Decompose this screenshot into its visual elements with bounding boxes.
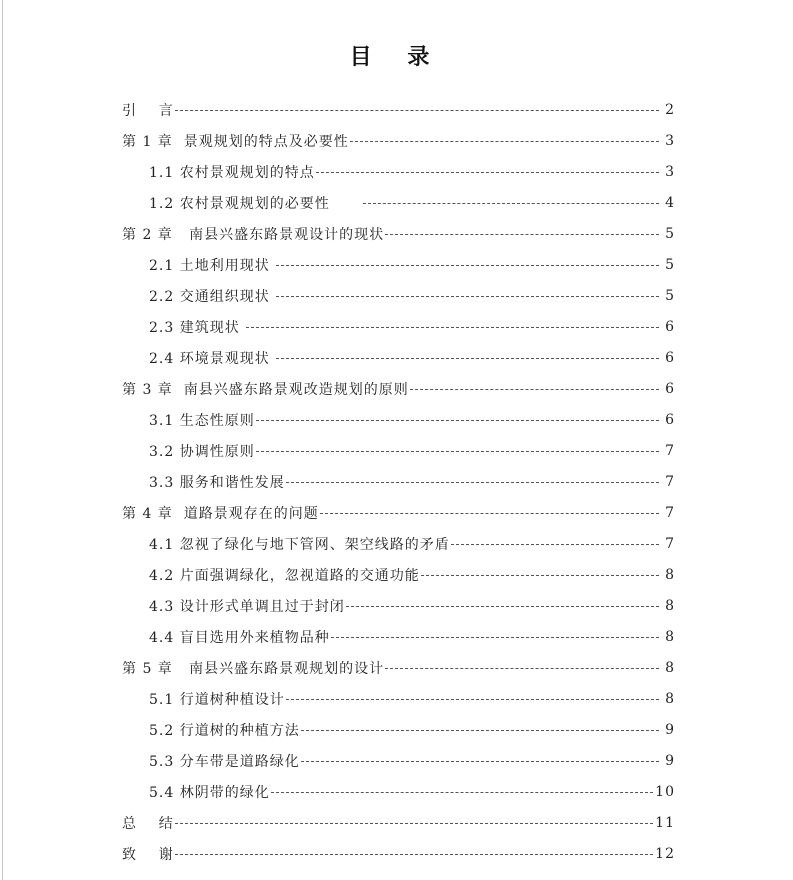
toc-entry-label: 1.1 农村景观规划的特点 [149,164,315,181]
toc-entry[interactable] [0,838,793,869]
toc-dot-leader [410,389,659,390]
toc-dot-leader [175,854,653,855]
toc-page-number: 10 [655,783,675,800]
toc-entry[interactable] [0,125,793,156]
toc-page-number: 8 [665,690,675,707]
toc-page-number: 3 [665,163,675,180]
toc-entry[interactable] [0,435,793,466]
toc-entry-label: 3.1 生态性原则 [149,412,255,429]
toc-entry-label: 4.1 忽视了绿化与地下管网、架空线路的矛盾 [149,536,450,553]
toc-entry-label: 3.3 服务和谐性发展 [149,474,285,491]
toc-entry-label: 第 2 章 南县兴盛东路景观设计的现状 [122,226,385,243]
toc-entry[interactable] [0,807,793,838]
toc-entry-label: 第 3 章 南县兴盛东路景观改造规划的原则 [122,381,409,398]
toc-page-number: 7 [665,504,675,521]
toc-entry[interactable] [0,714,793,745]
toc-entry-label: 5.4 林阴带的绿化 [149,784,270,801]
toc-entry-label: 致 谢 [122,846,174,863]
toc-entry[interactable] [0,311,793,342]
toc-page-number: 4 [665,194,675,211]
toc-entry[interactable] [0,559,793,590]
toc-dot-leader [256,451,659,452]
toc-entry[interactable] [0,497,793,528]
toc-entry[interactable] [0,404,793,435]
toc-page-number: 5 [665,287,675,304]
toc-dot-leader [363,203,659,204]
toc-entry-label: 2.4 环境景观现状 [149,350,276,367]
toc-page-number: 9 [665,721,675,738]
toc-page-number: 6 [665,380,675,397]
toc-page-number: 11 [655,814,675,831]
toc-entry[interactable] [0,373,793,404]
toc-entry[interactable] [0,94,793,125]
page-title: 目 录 [349,45,444,70]
toc-page-number: 2 [665,101,675,118]
toc-entry[interactable] [0,187,793,218]
toc-dot-leader [246,327,659,328]
toc-page-number: 5 [665,256,675,273]
toc-page-number: 8 [665,566,675,583]
toc-entry-label: 第 1 章 景观规划的特点及必要性 [122,133,349,150]
toc-dot-leader [301,730,659,731]
toc-entry[interactable] [0,528,793,559]
toc-page-number: 8 [665,597,675,614]
toc-entry-label: 第 5 章 南县兴盛东路景观规划的设计 [122,660,385,677]
toc-dot-leader [320,513,659,514]
toc-page-number: 5 [665,225,675,242]
toc-entry-label: 总 结 [122,815,174,832]
toc-entry[interactable] [0,249,793,280]
toc-dot-leader [271,792,653,793]
toc-dot-leader [276,265,659,266]
toc-entry[interactable] [0,280,793,311]
toc-entry[interactable] [0,776,793,807]
toc-dot-leader [286,699,659,700]
toc-dot-leader [316,172,659,173]
toc-dot-leader [350,141,659,142]
table-of-contents [0,94,793,869]
toc-page-number: 7 [665,442,675,459]
toc-entry-label: 引 言 [122,102,174,119]
toc-page-number: 9 [665,752,675,769]
toc-entry-label: 1.2 农村景观规划的必要性 [149,195,363,212]
toc-entry[interactable] [0,652,793,683]
toc-dot-leader [276,358,659,359]
toc-page-number: 6 [665,411,675,428]
toc-entry-label: 2.2 交通组织现状 [149,288,276,305]
toc-dot-leader [286,482,659,483]
toc-entry[interactable] [0,683,793,714]
toc-page-number: 12 [655,845,675,862]
toc-dot-leader [331,637,659,638]
toc-page-number: 8 [665,659,675,676]
toc-dot-leader [421,575,659,576]
toc-entry-label: 2.1 土地利用现状 [149,257,276,274]
toc-entry[interactable] [0,218,793,249]
toc-page-number: 3 [665,132,675,149]
toc-entry-label: 4.4 盲目选用外来植物品种 [149,629,330,646]
toc-entry-label: 2.3 建筑现状 [149,319,246,336]
toc-entry[interactable] [0,466,793,497]
toc-entry-label: 4.3 设计形式单调且过于封闭 [149,598,345,615]
toc-entry-label: 3.2 协调性原则 [149,443,255,460]
toc-page-number: 7 [665,473,675,490]
toc-dot-leader [385,668,659,669]
toc-entry[interactable] [0,156,793,187]
toc-entry-label: 第 4 章 道路景观存在的问题 [122,505,319,522]
toc-dot-leader [175,823,653,824]
toc-entry[interactable] [0,745,793,776]
toc-entry[interactable] [0,342,793,373]
toc-entry[interactable] [0,621,793,652]
toc-entry-label: 5.2 行道树的种植方法 [149,722,300,739]
toc-dot-leader [175,110,659,111]
toc-dot-leader [451,544,659,545]
toc-page-number: 7 [665,535,675,552]
toc-dot-leader [256,420,659,421]
toc-entry-label: 5.1 行道树种植设计 [149,691,285,708]
toc-dot-leader [301,761,659,762]
toc-entry-label: 5.3 分车带是道路绿化 [149,753,300,770]
toc-dot-leader [385,234,659,235]
toc-dot-leader [346,606,659,607]
toc-page-number: 6 [665,318,675,335]
toc-page-number: 6 [665,349,675,366]
toc-entry-label: 4.2 片面强调绿化，忽视道路的交通功能 [149,567,420,584]
toc-entry[interactable] [0,590,793,621]
toc-page-number: 8 [665,628,675,645]
toc-dot-leader [276,296,659,297]
